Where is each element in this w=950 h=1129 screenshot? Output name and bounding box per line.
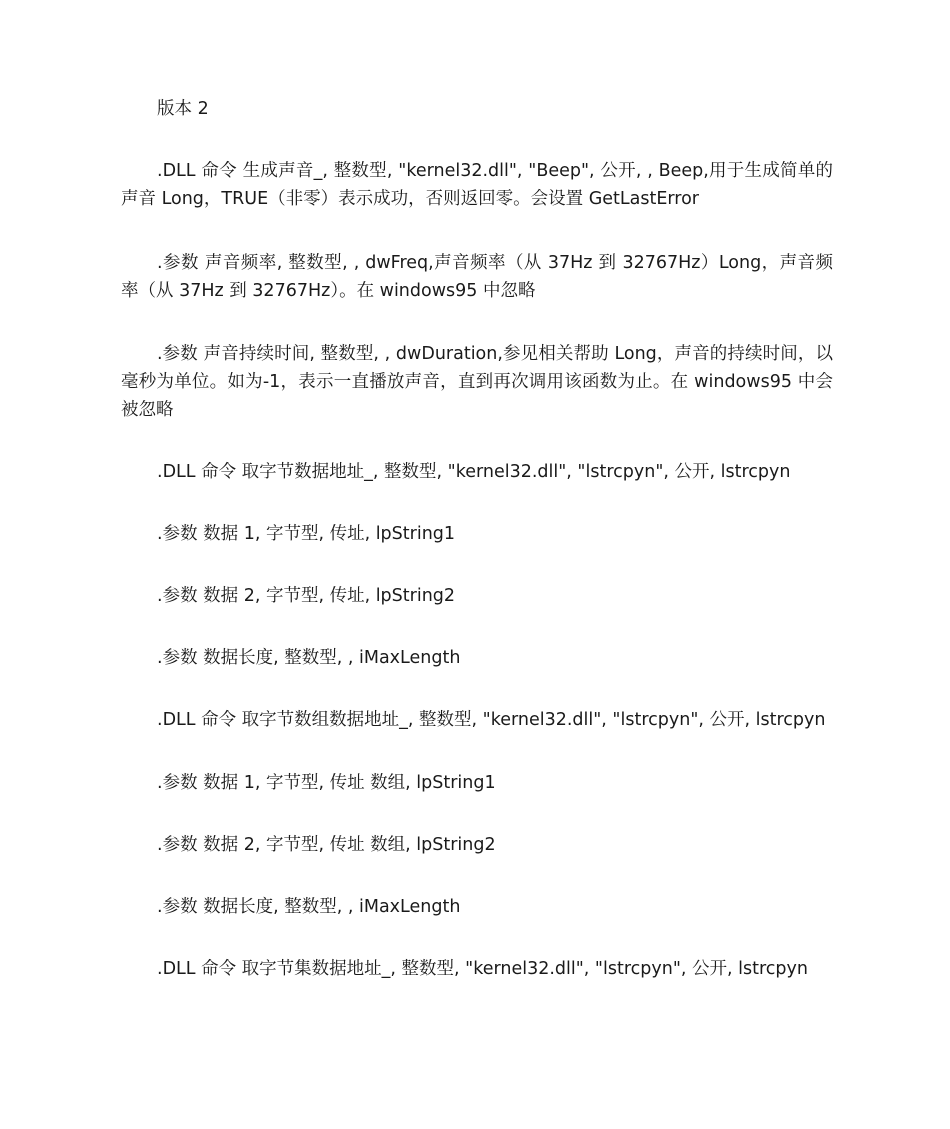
param-frequency: .参数 声音频率, 整数型, , dwFreq,声音频率（从 37Hz 到 32767Hz）Long，声音频率（从 37Hz 到 32767Hz）。在 windows95 中忽略 <box>121 253 833 301</box>
param-array-data-length: .参数 数据长度, 整数型, , iMaxLength <box>157 897 461 917</box>
param-data-2: .参数 数据 2, 字节型, 传址, lpString2 <box>157 586 456 606</box>
param-array-data-1: .参数 数据 1, 字节型, 传址 数组, lpString1 <box>157 773 496 793</box>
dll-command-byte-set-address: .DLL 命令 取字节集数据地址_, 整数型, "kernel32.dll", "lstrcpyn", 公开, lstrcpyn <box>157 959 808 979</box>
param-data-1: .参数 数据 1, 字节型, 传址, lpString1 <box>157 524 456 544</box>
version-line: 版本 2 <box>157 99 209 119</box>
dll-command-beep: .DLL 命令 生成声音_, 整数型, "kernel32.dll", "Beep", 公开, , Beep,用于生成简单的声音 Long，TRUE（非零）表示成功，否则返回零。会设置 GetLastError <box>121 161 833 209</box>
param-data-length: .参数 数据长度, 整数型, , iMaxLength <box>157 648 461 668</box>
dll-command-byte-array-address: .DLL 命令 取字节数组数据地址_, 整数型, "kernel32.dll", "lstrcpyn", 公开, lstrcpyn <box>157 710 826 730</box>
dll-command-byte-data-address: .DLL 命令 取字节数据地址_, 整数型, "kernel32.dll", "lstrcpyn", 公开, lstrcpyn <box>157 462 791 482</box>
param-duration: .参数 声音持续时间, 整数型, , dwDuration,参见相关帮助 Long，声音的持续时间，以毫秒为单位。如为-1，表示一直播放声音，直到再次调用该函数为止。在 windows95 中会被忽略 <box>121 344 833 420</box>
param-array-data-2: .参数 数据 2, 字节型, 传址 数组, lpString2 <box>157 835 496 855</box>
